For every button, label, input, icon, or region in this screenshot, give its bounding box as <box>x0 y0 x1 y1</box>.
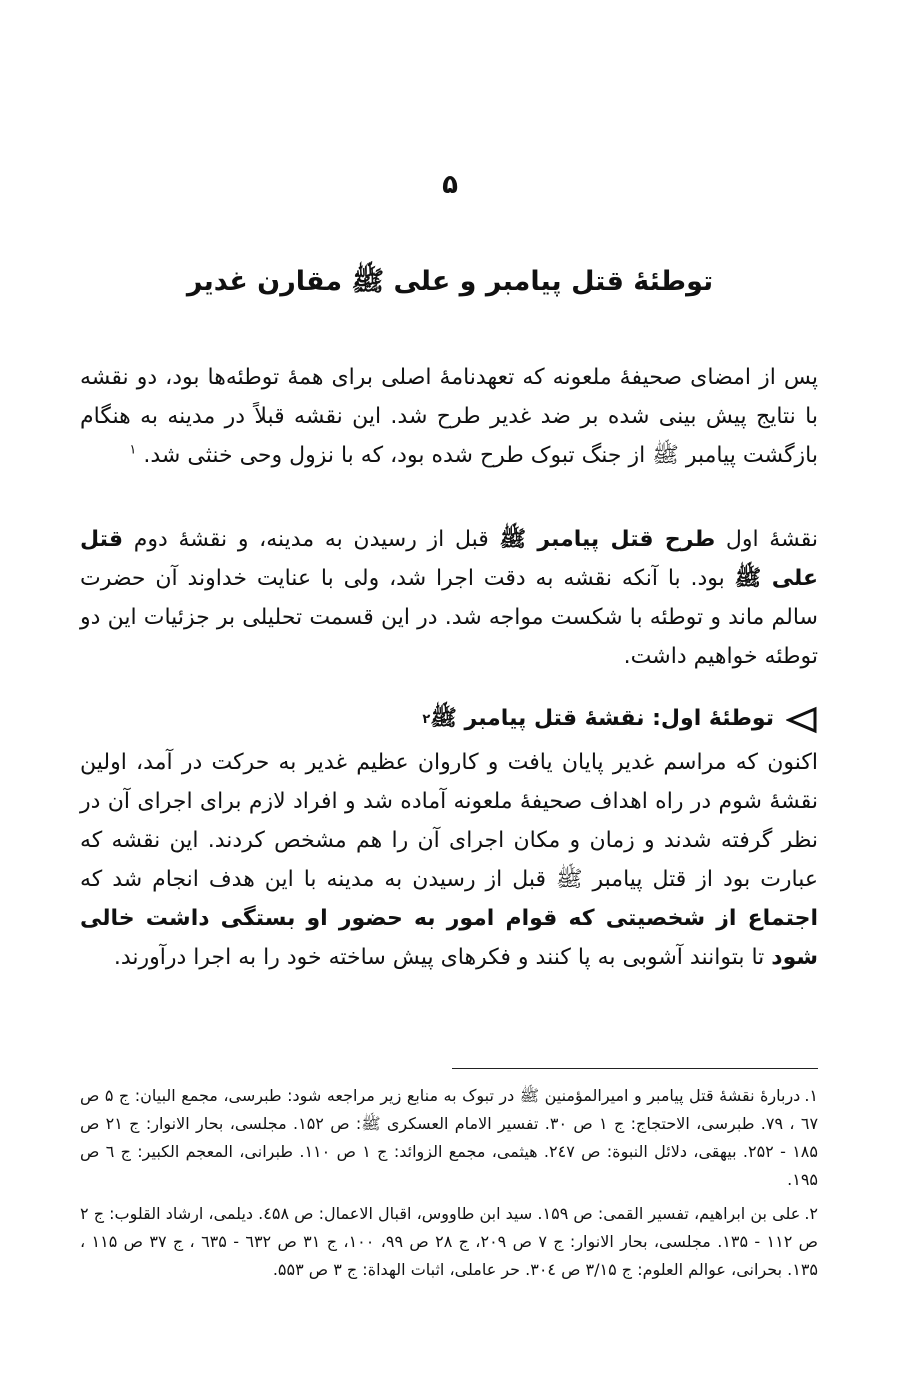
triangle-bullet-icon <box>786 706 818 734</box>
footnote-separator <box>452 1068 818 1069</box>
footnote-ref-1[interactable]: ۱ <box>129 442 137 458</box>
paragraph-3-bold: اجتماع از شخصیتی که قوام امور به حضور او بستگی داشت خالی شود <box>80 906 818 970</box>
paragraph-2-text-c: بود. با آنکه نقشه به دقت اجرا شد، ولی با عنایت خداوند آن حضرت سالم ماند و توطئه با شکست مواجه شد. در این قسمت تحلیلی بر جزئیات این دو توطئه خواهیم داشت. <box>80 566 818 669</box>
paragraph-3-text-a: اکنون که مراسم غدیر پایان یافت و کاروان عظیم غدیر به حرکت در آمد، اولین نقشهٔ شوم در راه اهداف صحیفهٔ ملعونه آماده شد و افراد لازم برای اجرای آن در نظر گرفته شدند و زمان و مکان اجرای آن را هم مشخص کردند. این نقشه که عبارت بود از قتل پیامبر ﷺ قبل از رسیدن به مدینه با این هدف انجام شد که <box>80 750 818 892</box>
section-heading: توطئهٔ اول: نقشهٔ قتل پیامبر ﷺ ۲ <box>80 700 818 740</box>
paragraph-2-text-b: قبل از رسیدن به مدینه، و نقشهٔ دوم <box>123 527 500 552</box>
paragraph-3 <box>80 743 818 977</box>
chapter-title: توطئهٔ قتل پیامبر و علی ﷺ مقارن غدیر <box>186 266 714 297</box>
paragraph-2-bold-b: قتل علی ﷺ <box>80 527 818 591</box>
footnote-1-number: ۱. <box>804 1086 818 1105</box>
footnote-2-text: علی بن ابراهیم، تفسیر القمی: ص ۱۵۹. سید ابن طاووس، اقبال الاعمال: ص ٤۵۸. دیلمی، ارشاد القلوب: ج ۲ ص ۱۱۲ - ۱۳۵. مجلسی، بحار الانوار: ج ۷ ص ۲۰۹، ج ۲۸ ص ۹۹، ۱۰۰، ج ۳۱ ص ٦۳۲ - ٦۳۵ ، ج ۳۷ ص ۱۱۵ ، ۱۳۵. بحرانی، عوالم العلوم: ج ۳/۱۵ ص ۳۰٤. حر عاملی، اثبات الهداة: ج ۳ ص ۵۵۳. <box>80 1204 819 1279</box>
footnotes <box>80 1082 818 1290</box>
paragraph-3-text-b: تا بتوانند آشوبی به پا کنند و فکرهای پیش ساخته خود را به اجرا درآورند. <box>113 945 772 970</box>
footnote-2 <box>80 1200 818 1284</box>
section-heading-text: توطئهٔ اول: نقشهٔ قتل پیامبر ﷺ <box>430 706 774 731</box>
paragraph-1-text: پس از امضای صحیفهٔ ملعونه که تعهدنامهٔ اصلی برای همهٔ توطئه‌ها بود، دو نقشه با نتایج پیش بینی شده بر ضد غدیر طرح شد. این نقشه قبلاً در مدینه به هنگام بازگشت پیامبر ﷺ از جنگ تبوک طرح شده بود، که با نزول وحی خنثی شد. <box>80 365 818 468</box>
paragraph-2-text-a: نقشهٔ اول <box>715 527 818 552</box>
page-number: ۵ <box>442 170 458 200</box>
footnote-1-text: دربارهٔ نقشهٔ قتل پیامبر و امیرالمؤمنین ﷺ در تبوک به منابع زیر مراجعه شود: طبرسی، مجمع البیان: ج ۵ ص ٦٧ ، ۷۹. طبرسی، الاحتجاج: ج ۱ ص ۳۰. تفسیر الامام العسکری ﷺ: ص ۱۵۲. مجلسی، بحار الانوار: ج ۲۱ ص ۱۸۵ - ۲۵۲. بیهقی، دلائل النبوة: ص ۲٤۷. هیثمی، مجمع الزوائد: ج ۱ ص ۱۱۰. طبرانی، المعجم الکبیر: ج ٦ ص ۱۹۵. <box>80 1086 819 1189</box>
footnote-2-number: ۲. <box>804 1204 818 1223</box>
paragraph-2-bold-a: طرح قتل پیامبر ﷺ <box>499 527 716 552</box>
paragraph-1 <box>80 358 818 475</box>
footnote-1 <box>80 1082 818 1194</box>
paragraph-2 <box>80 520 818 676</box>
